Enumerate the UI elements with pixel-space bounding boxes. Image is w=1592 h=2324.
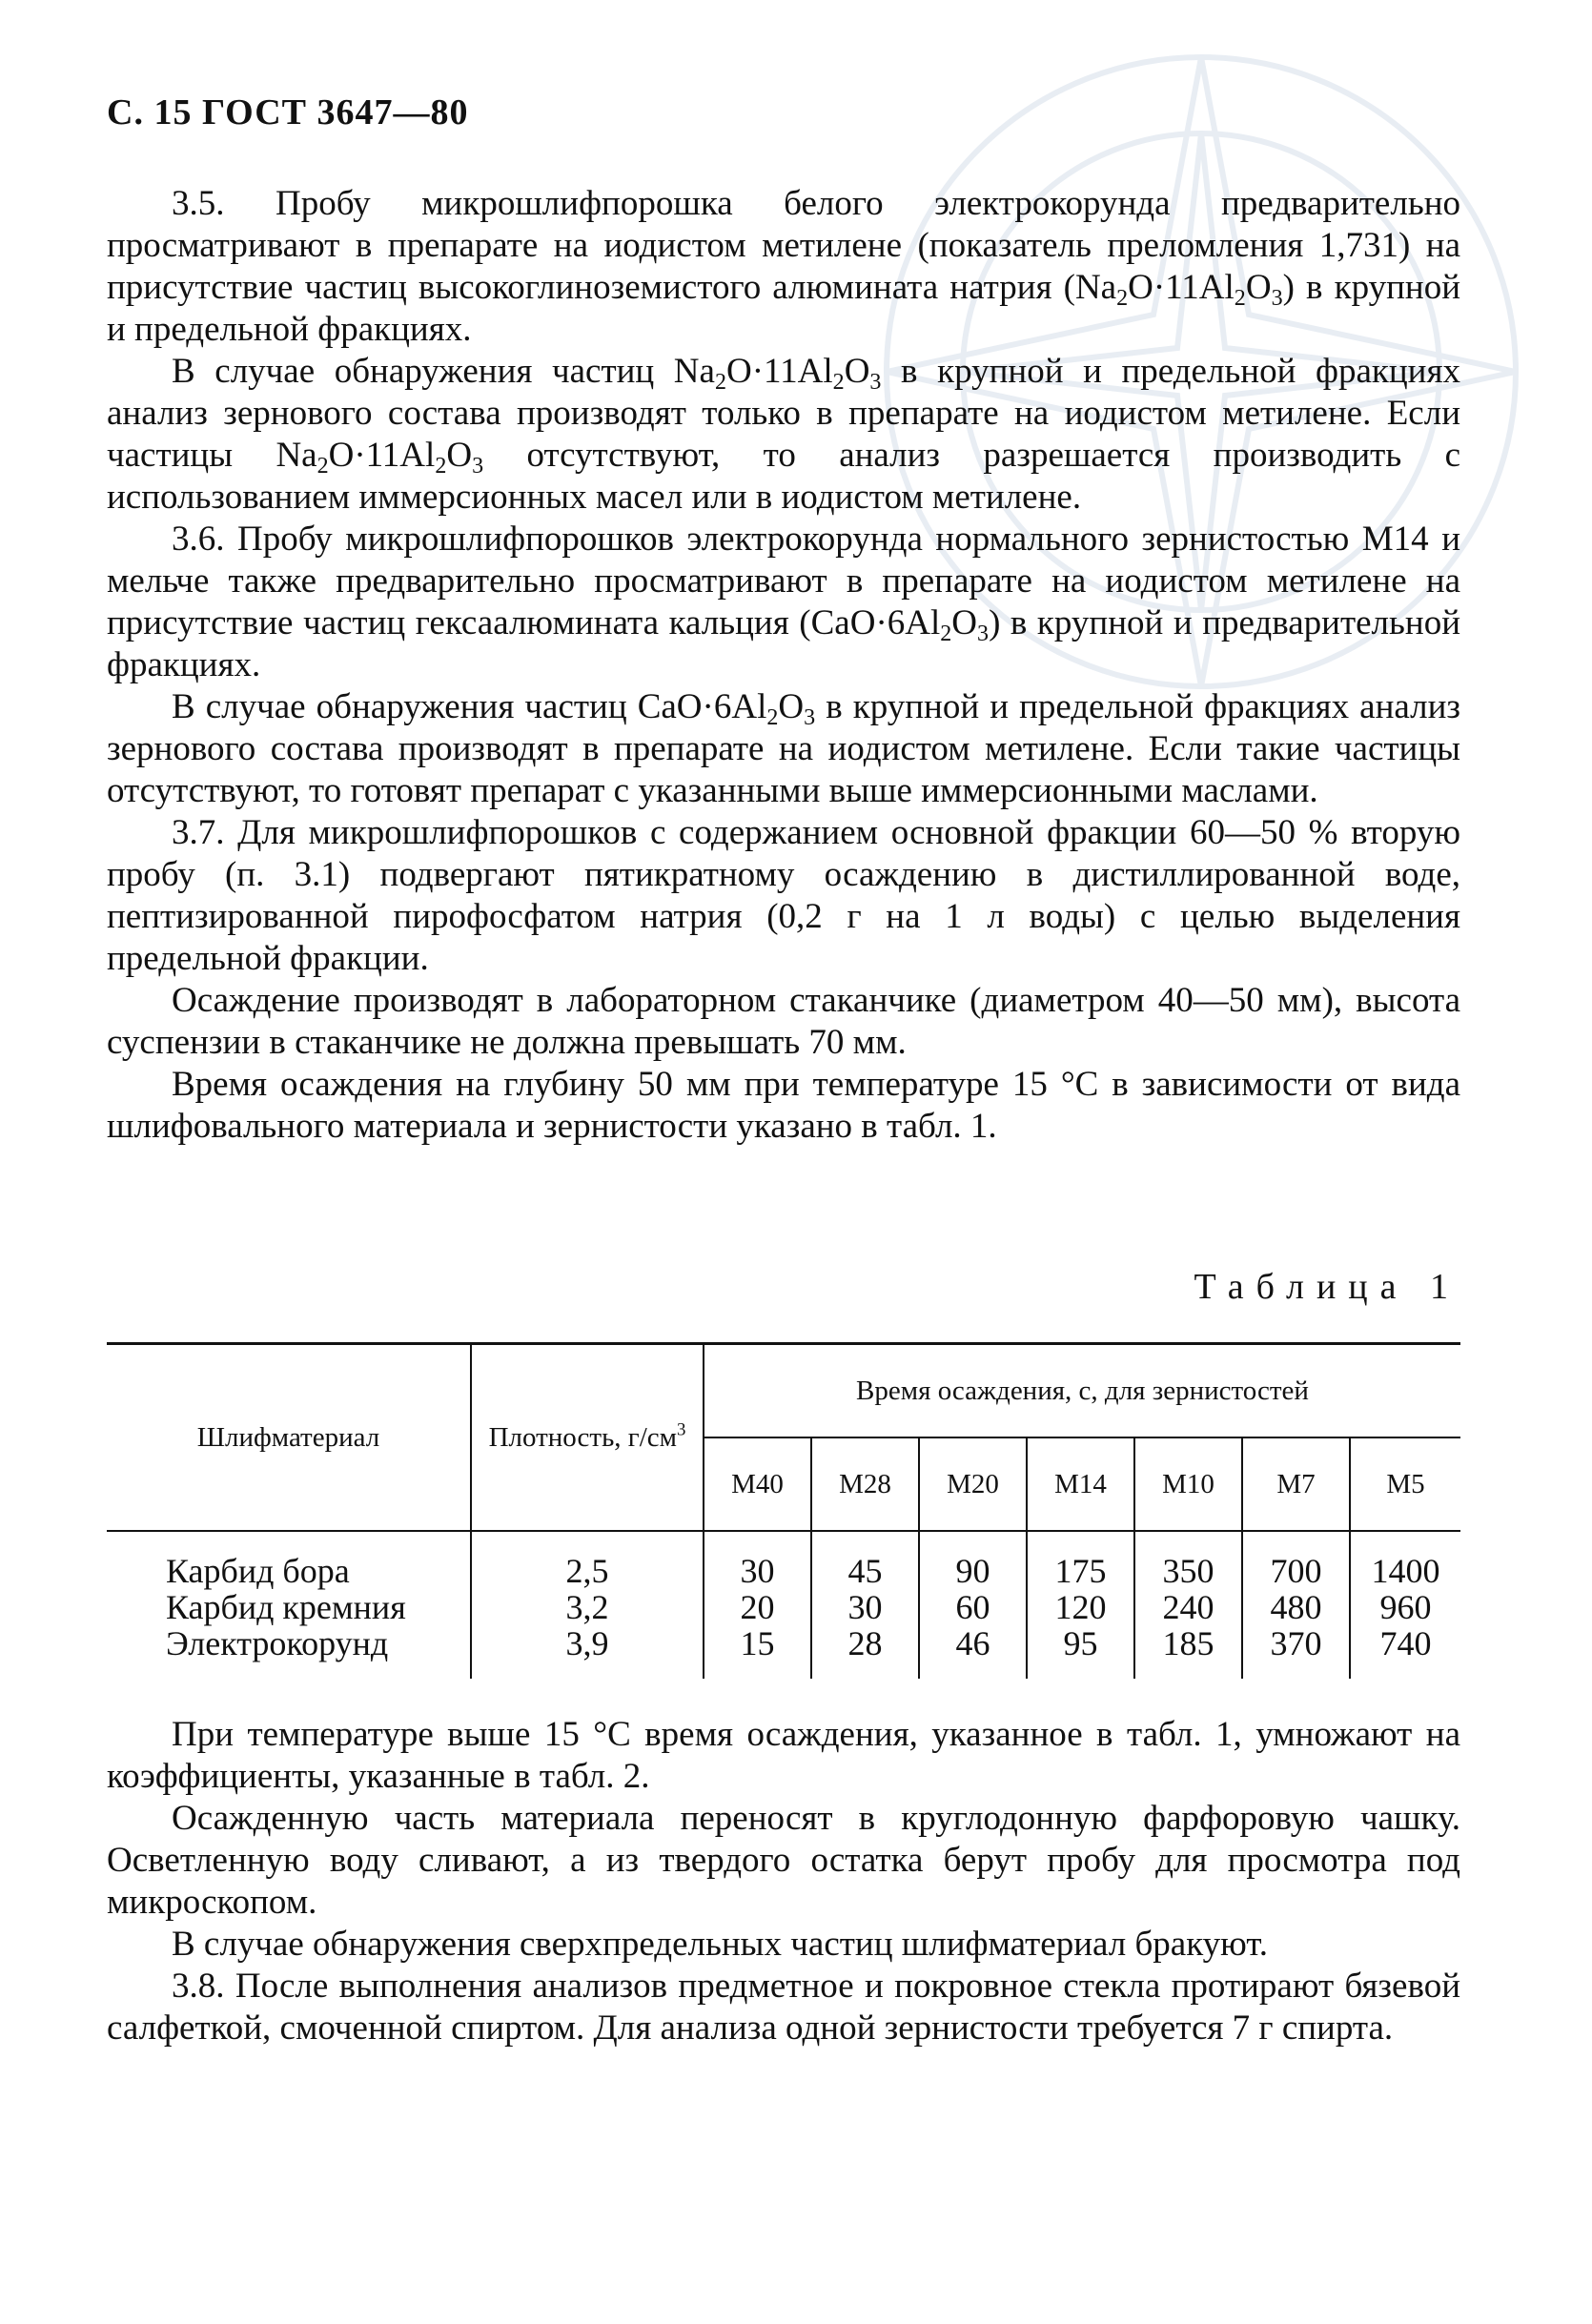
cell-time: 700 xyxy=(1242,1531,1350,1589)
superscript: 3 xyxy=(676,1419,686,1440)
header-material: Шлифматериал xyxy=(107,1344,471,1532)
subscript: 2 xyxy=(316,454,329,479)
header-grit: М14 xyxy=(1027,1437,1134,1531)
text-run: O xyxy=(446,436,473,475)
cell-time: 28 xyxy=(811,1625,919,1679)
text-run: O xyxy=(1245,268,1272,307)
header-density xyxy=(471,1344,704,1532)
cell-time: 30 xyxy=(811,1589,919,1625)
cell-time: 15 xyxy=(704,1625,811,1679)
text-run: ) в крупной и предельной фракциях. xyxy=(107,268,1460,349)
text-run: 3.6. Пробу микрошлифпорошков электрокорунда нормального зернистостью М14 и мельче также предварительно просматривают в препарате на иодистом метилене на присутствие частиц гексаалюмината кальция (CaO·6Al xyxy=(107,520,1460,642)
paragraph-na-particles xyxy=(107,351,1460,519)
cell-density: 2,5 xyxy=(471,1531,704,1589)
header-grit: М10 xyxy=(1134,1437,1242,1531)
header-grit: М20 xyxy=(919,1437,1027,1531)
text-run: O xyxy=(951,603,978,642)
table-row xyxy=(107,1589,1460,1625)
header-density-label: Плотность, г/см xyxy=(488,1422,677,1453)
cell-time: 60 xyxy=(919,1589,1027,1625)
body-text-after-table xyxy=(107,1714,1460,2049)
body-text-section-3-5-3-7 xyxy=(107,183,1460,1148)
paragraph-3-6 xyxy=(107,519,1460,686)
header-time-group: Время осаждения, с, для зернистостей xyxy=(704,1344,1460,1438)
cell-time: 185 xyxy=(1134,1625,1242,1679)
paragraph-temperature: При температуре выше 15 °С время осаждения, указанное в табл. 1, умножают на коэффициенты, указанные в табл. 2. xyxy=(107,1715,1460,1796)
cell-material: Карбид бора xyxy=(166,1552,350,1590)
table-row xyxy=(107,1531,1460,1589)
cell-material: Карбид кремния xyxy=(166,1588,406,1626)
header-grit: М28 xyxy=(811,1437,919,1531)
text-run: O xyxy=(844,352,870,391)
cell-time: 45 xyxy=(811,1531,919,1589)
cell-time: 20 xyxy=(704,1589,811,1625)
text-run: в крупной и предельной фракциях анализ зернового состава производят в препарате на иодистом метилене. Если такие частицы отсутствуют, то готовят препарат с указанными выше иммерсионными маслами. xyxy=(107,687,1460,810)
subscript: 2 xyxy=(1234,286,1246,312)
text-run: отсутствуют, то анализ разрешается производить с использованием иммерсионных масел или в иодистом метилене. xyxy=(107,436,1460,517)
text-run: ) в крупной и предварительной фракциях. xyxy=(107,603,1460,684)
subscript: 3 xyxy=(1271,286,1283,312)
paragraph-3-8: 3.8. После выполнения анализов предметное и покровное стекла протирают бязевой салфеткой, смоченной спиртом. Для анализа одной зернистости требуется 7 г спирта. xyxy=(107,1967,1460,2048)
text-run: 3.5. Пробу микрошлифпорошка белого электрокорунда предварительно просматривают в препарате на иодистом метилене (показатель преломления 1,731) на присутствие частиц высокоглиноземистого алюмината натрия (Na xyxy=(107,184,1460,307)
paragraph-sedimentation: Осаждение производят в лабораторном стаканчике (диаметром 40—50 мм), высота суспензии в стаканчике не должна превышать 70 мм. xyxy=(107,981,1460,1062)
text-run: В случае обнаружения частиц CaO·6Al xyxy=(172,687,767,726)
subscript: 2 xyxy=(940,622,952,647)
text-run: в крупной и предельной фракциях анализ зернового состава производят только в препарате на иодистом метилене. Если частицы Na xyxy=(107,352,1460,475)
paragraph-3-7: 3.7. Для микрошлифпорошков с содержанием основной фракции 60—50 % вторую пробу (п. 3.1) подвергают пятикратному осаждению в дистиллированной воде, пептизированной пирофосфатом натрия (0,2 г на 1 л воды) с целью выделения предельной фракции. xyxy=(107,813,1460,978)
table-caption: Таблица 1 xyxy=(1194,1267,1460,1307)
text-run: O·11Al xyxy=(1128,268,1235,307)
cell-time: 350 xyxy=(1134,1531,1242,1589)
subscript: 2 xyxy=(832,370,845,396)
cell-density: 3,2 xyxy=(471,1589,704,1625)
subscript: 2 xyxy=(435,454,447,479)
cell-density: 3,9 xyxy=(471,1625,704,1679)
paragraph-time-reference: Время осаждения на глубину 50 мм при температуре 15 °С в зависимости от вида шлифовального материала и зернистости указано в табл. 1. xyxy=(107,1065,1460,1146)
page-header: С. 15 ГОСТ 3647—80 xyxy=(107,92,469,133)
text-run: O xyxy=(778,687,805,726)
text-run: O·11Al xyxy=(328,436,436,475)
paragraph-rejection: В случае обнаружения сверхпредельных частиц шлифматериал бракуют. xyxy=(172,1925,1268,1964)
cell-time: 480 xyxy=(1242,1589,1350,1625)
cell-time: 46 xyxy=(919,1625,1027,1679)
table-row xyxy=(107,1625,1460,1679)
subscript: 2 xyxy=(1116,286,1129,312)
cell-time: 95 xyxy=(1027,1625,1134,1679)
paragraph-deposited-part: Осажденную часть материала переносят в круглодонную фарфоровую чашку. Осветленную воду сливают, а из твердого остатка берут пробу для просмотра под микроскопом. xyxy=(107,1799,1460,1922)
cell-time: 960 xyxy=(1350,1589,1460,1625)
cell-time: 175 xyxy=(1027,1531,1134,1589)
cell-time: 90 xyxy=(919,1531,1027,1589)
header-grit: М7 xyxy=(1242,1437,1350,1531)
cell-time: 240 xyxy=(1134,1589,1242,1625)
cell-time: 120 xyxy=(1027,1589,1134,1625)
subscript: 3 xyxy=(977,622,990,647)
header-grit: М40 xyxy=(704,1437,811,1531)
subscript: 2 xyxy=(714,370,726,396)
sedimentation-time-table xyxy=(107,1342,1460,1679)
subscript: 3 xyxy=(472,454,484,479)
cell-time: 740 xyxy=(1350,1625,1460,1679)
text-run: В случае обнаружения частиц Na xyxy=(172,352,715,391)
subscript: 2 xyxy=(766,705,779,731)
paragraph-3-5 xyxy=(107,183,1460,351)
cell-time: 30 xyxy=(704,1531,811,1589)
subscript: 3 xyxy=(804,705,816,731)
header-grit: М5 xyxy=(1350,1437,1460,1531)
text-run: O·11Al xyxy=(725,352,833,391)
cell-time: 1400 xyxy=(1350,1531,1460,1589)
cell-material: Электрокорунд xyxy=(166,1624,389,1662)
cell-time: 370 xyxy=(1242,1625,1350,1679)
subscript: 3 xyxy=(869,370,882,396)
paragraph-cao-particles xyxy=(107,686,1460,812)
